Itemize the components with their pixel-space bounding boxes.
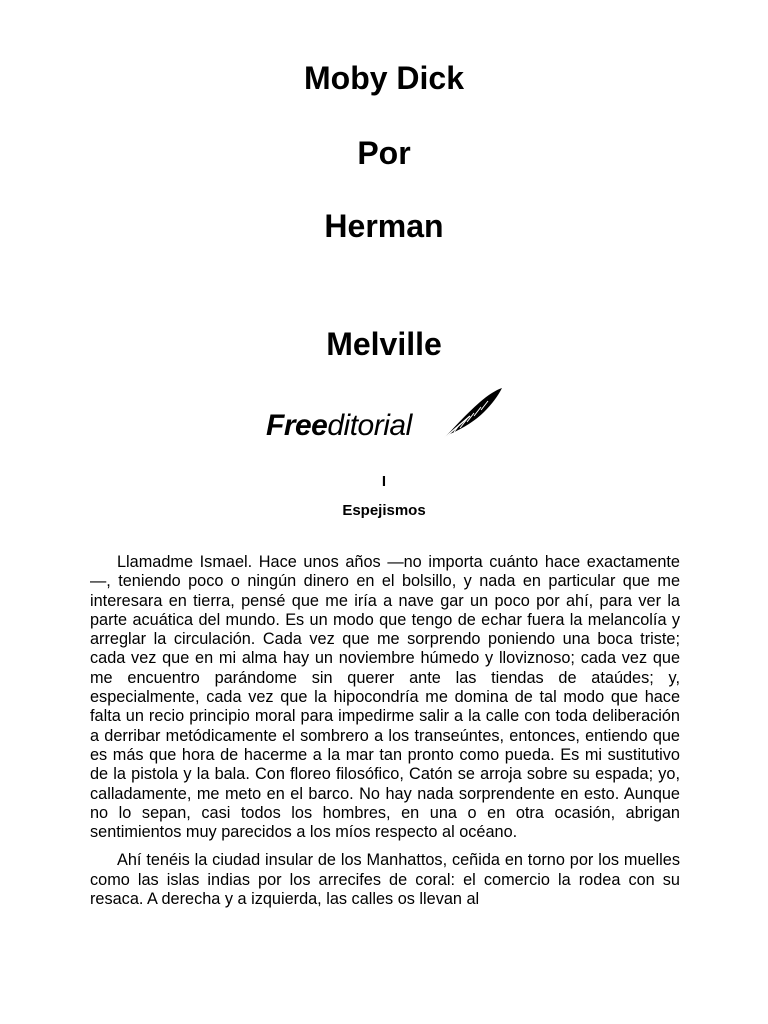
book-by-label: Por: [357, 135, 411, 171]
chapter-title: Espejismos: [342, 502, 426, 519]
paragraph: Ahí tenéis la ciudad insular de los Manhattos, ceñida en torno por los muelles como las islas indias por los arrecifes de coral: el comercio la rodea con su resaca. A derecha y a izquierda, las calles os llevan al: [90, 851, 680, 909]
publisher-logo: [262, 386, 507, 446]
feather-icon: [440, 386, 504, 442]
author-last-name: Melville: [326, 326, 442, 362]
chapter-number: I: [381, 473, 387, 490]
publisher-logo-text: [266, 408, 412, 444]
author-first-name: Herman: [324, 208, 444, 244]
chapter-body: [90, 553, 680, 918]
paragraph: Llamadme Ismael. Hace unos años —no importa cuánto hace exactamente —, teniendo poco o ningún dinero en el bolsillo, y nada en particular que me interesara en tierra, pensé que me iría a nave gar un poco por ahí, para ver la parte acuática del mundo. Es un modo que tengo de echar fuera la melancolía y arreglar la circulación. Cada vez que me sorprendo poniendo una boca triste; cada vez que en mi alma hay un noviembre húmedo y lloviznoso; cada vez que me encuentro parándome sin querer ante las tiendas de ataúdes; y, especialmente, cada vez que la hipocondría me domina de tal modo que hace falta un recio principio moral para impedirme salir a la calle con toda deliberación a derribar metódicamente el sombrero a los transeúntes, entonces, entiendo que es más que hora de hacerme a la mar tan pronto como pueda. Es mi sustitutivo de la pistola y la bala. Con floreo filosófico, Catón se arroja sobre su espada; yo, calladamente, me meto en el barco. No hay nada sorprendente en esto. Aunque no lo sepan, casi todos los hombres, en una o en otra ocasión, abrigan sentimientos muy parecidos a los míos respecto al océano.: [90, 553, 680, 842]
publisher-logo-bold: Free: [266, 409, 328, 442]
book-title: Moby Dick: [303, 60, 465, 96]
publisher-logo-rest: ditorial: [327, 409, 412, 442]
